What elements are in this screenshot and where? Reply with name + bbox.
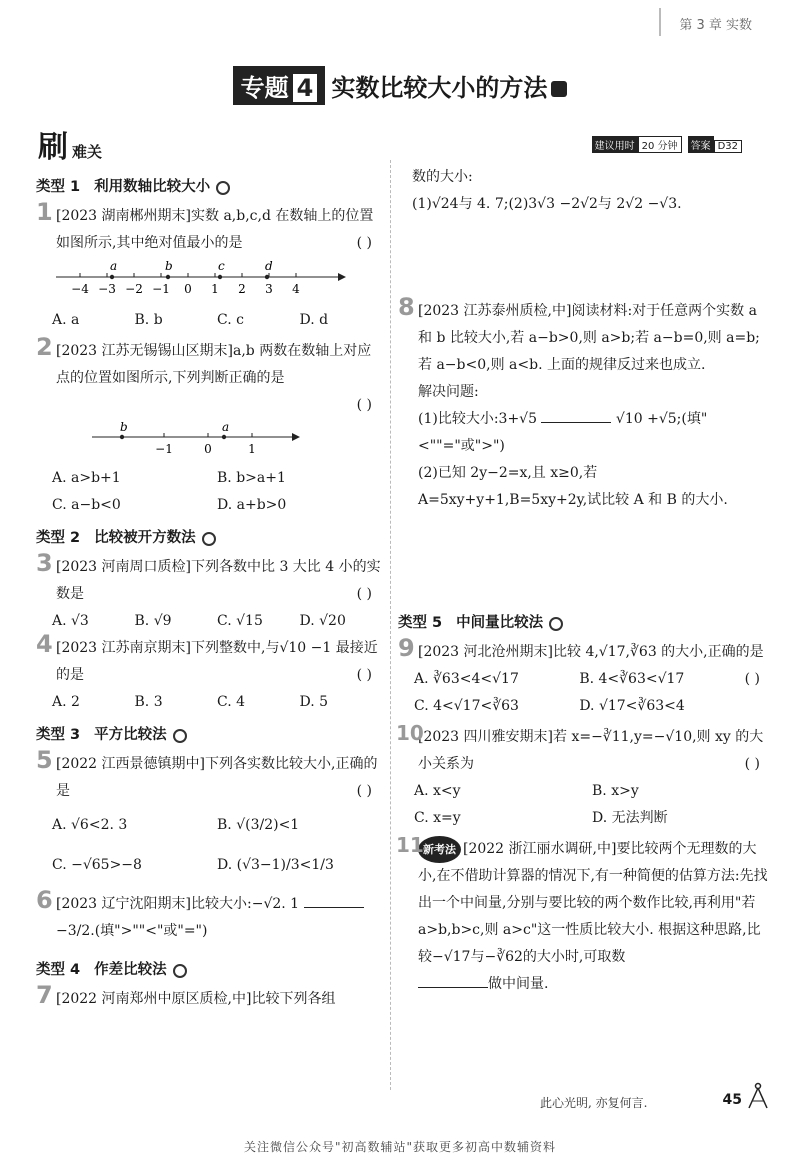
option-d[interactable]: D. a+b>0 [217,497,287,513]
type-label: 类型 2 [36,530,81,546]
question-10 [396,721,770,778]
part-2: (2)已知 2y−2=x,且 x≥0,若 A=5xy+y+1,B=5xy+2y,试比较 A 和 B 的大小. [418,465,728,508]
question-5 [36,746,382,805]
question-stem: [2023 湖南郴州期末]实数 a,b,c,d 在数轴上的位置如图所示,其中绝对值最小的是 [56,208,374,251]
question-number: 8 [398,293,415,321]
question-stem: [2022 河南郑州中原区质检,中]比较下列各组 [56,991,336,1007]
option-b[interactable]: B. x>y [592,783,639,799]
type-label: 类型 3 [36,727,81,743]
wrench-icon [216,181,230,195]
option-c[interactable]: C. 4<√17<∛63 [414,698,519,714]
question-number: 1 [36,198,53,226]
type-name: 比较被开方数法 [94,530,196,546]
question-number: 2 [36,333,53,361]
tick-label: 0 [184,282,192,296]
section-label: 难关 [72,143,103,161]
option-b[interactable]: B. √9 [134,613,172,629]
option-a[interactable]: A. a>b+1 [52,470,121,486]
chapter-label: 第 3 章 实数 [679,18,752,33]
option-b[interactable]: B. b>a+1 [217,470,286,486]
tick-label: 1 [211,282,219,296]
type-heading-5 [398,610,770,637]
tick-label: −2 [125,282,143,296]
options-3 [36,608,382,635]
question-number: 9 [398,634,415,662]
column-divider [390,160,391,1090]
tick-label: 3 [265,282,273,296]
type-heading-3 [36,722,382,749]
option-d[interactable]: D. √20 [299,613,346,629]
answer-paren: ( ) [356,586,372,602]
type-label: 类型 4 [36,962,81,978]
time-info [592,136,748,153]
question-stem-cont: −3/2.(填">""<"或"=") [56,923,208,939]
wrench-icon [549,617,563,631]
answer-paren: ( ) [356,397,372,413]
option-a[interactable]: A. ∛63<4<√17 [414,671,519,687]
question-8 [398,293,770,514]
tick-label: 4 [292,282,300,296]
left-column [36,170,382,1013]
question-number: 3 [36,549,53,577]
wrench-icon [202,532,216,546]
number-line-1 [56,259,346,303]
option-c[interactable]: C. 4 [217,694,246,710]
option-d[interactable]: D. d [299,312,329,328]
option-c[interactable]: C. −√65>−8 [52,857,142,873]
question-7-parts: (1)√24与 4. 7;(2)3√3 −2√2与 2√2 −√3. [412,196,682,212]
question-4 [36,630,382,689]
topic-number: 4 [293,74,318,102]
page-number: 45 [722,1092,742,1108]
part-1-right: √10 +√5;(填"<""="或">") [418,411,708,454]
option-c[interactable]: C. √15 [217,613,263,629]
option-a[interactable]: A. x<y [414,783,461,799]
question-stem: [2023 江苏无锡锡山区期末]a,b 两数在数轴上对应点的位置如图所示,下列判断正确的是 [56,343,372,386]
new-method-badge: 新考法 [418,836,461,863]
question-stem-cont: 做中间量. [488,976,549,992]
option-a[interactable]: A. a [52,312,80,328]
tick-label: −3 [98,282,116,296]
answer-paren: ( ) [356,667,372,683]
option-a[interactable]: A. √6<2. 3 [52,817,128,833]
option-c[interactable]: C. a−b<0 [52,497,121,513]
answer-paren: ( ) [356,783,372,799]
question-7 [36,981,382,1013]
option-a[interactable]: A. 2 [52,694,80,710]
type-heading-1 [36,174,382,201]
compass-icon [746,1082,770,1110]
options-9 [398,666,745,720]
option-d[interactable]: D. (√3−1)/3<1/3 [217,857,334,873]
options-10 [398,778,770,832]
answer-blank[interactable] [304,894,364,908]
page-title [0,66,800,105]
answer-paren: ( ) [356,235,372,251]
question-stem: [2022 江西景德镇期中]下列各实数比较大小,正确的是 [56,756,378,799]
topic-text: 实数比较大小的方法 [331,74,548,102]
time-label: 建议用时 [592,136,638,153]
part-1-left: (1)比较大小:3+√5 [418,411,538,427]
question-number: 10 [396,721,424,745]
option-d[interactable]: D. 无法判断 [592,810,668,826]
question-stem: [2023 河北沧州期末]比较 4,√17,∛63 的大小,正确的是 [418,644,764,660]
type-heading-2 [36,525,382,552]
option-c[interactable]: C. x=y [414,810,461,826]
wrench-icon [173,964,187,978]
option-a[interactable]: A. √3 [52,613,89,629]
point-label-b: b [120,421,128,434]
answer-blank[interactable] [541,409,611,423]
question-stem: [2023 四川雅安期末]若 x=−∛11,y=−√10,则 xy 的大小关系为 [418,729,764,772]
tick-label: −4 [71,282,89,296]
question-1 [36,198,382,257]
option-c[interactable]: C. c [217,312,244,328]
question-6 [36,886,382,945]
question-number: 4 [36,630,53,658]
question-number: 7 [36,981,53,1009]
answer-paren: ( ) [744,671,760,687]
time-value: 20 分钟 [638,136,682,153]
question-stem: [2023 江苏泰州质检,中]阅读材料:对于任意两个实数 a 和 b 比较大小,若 a−b>0,则 a>b;若 a−b=0,则 a=b;若 a−b<0,则 a<b. 上面的规律反过来也成立. [418,303,760,373]
answer-page: D32 [714,140,742,153]
type-name: 平方比较法 [94,727,167,743]
tick-label: 1 [248,442,256,456]
type-name: 作差比较法 [94,962,167,978]
footer-note: 关注微信公众号"初高数辅站"获取更多初高中数辅资料 [243,1140,557,1154]
type-heading-4 [36,957,382,984]
option-b[interactable]: B. 3 [134,694,163,710]
question-stem: [2023 江苏南京期末]下列整数中,与√10 −1 最接近的是 [56,640,378,683]
topic-box [233,66,326,105]
answer-label: 答案 [688,136,714,153]
type-name: 中间量比较法 [456,615,544,631]
tick-label: −1 [152,282,170,296]
option-b[interactable]: B. √(3/2)<1 [217,817,300,833]
question-number: 5 [36,746,53,774]
question-11 [396,833,770,998]
answer-paren: ( ) [744,756,760,772]
point-label-a: a [110,259,118,273]
motto: 此心光明, 亦复何言. [540,1096,648,1110]
tick-label: 0 [204,442,212,456]
answer-blank[interactable] [418,974,488,988]
tick-label: 2 [238,282,246,296]
point-label-a: a [222,421,230,434]
option-b[interactable]: B. b [134,312,163,328]
brush-glyph: 刷 [38,130,68,165]
type-label: 类型 1 [36,179,81,195]
question-stem: [2023 河南周口质检]下列各数中比 3 大比 4 小的实数是 [56,559,381,602]
puzzle-icon [551,81,567,97]
question-3 [36,549,382,608]
option-b[interactable]: B. 4<∛63<√17 [579,671,685,687]
right-column [398,164,770,998]
question-2 [36,333,382,419]
option-d[interactable]: D. √17<∛63<4 [579,698,685,714]
point-label-c: c [218,259,225,273]
question-stem: [2023 辽宁沈阳期末]比较大小:−√2. 1 [56,896,300,912]
option-d[interactable]: D. 5 [299,694,329,710]
header-divider [659,8,661,36]
wrench-icon [173,729,187,743]
question-7-stem-cont: 数的大小: [412,169,473,185]
solve-label: 解决问题: [418,384,479,400]
question-number: 11 [396,833,424,857]
chapter-tag [679,14,752,33]
tick-label: −1 [155,442,173,456]
type-label: 类型 5 [398,615,443,631]
options-5 [36,805,382,885]
number-line-2 [92,421,382,461]
topic-prefix: 专题 [240,74,289,102]
point-label-b: b [165,259,173,273]
options-4 [36,689,382,716]
section-heading [38,122,102,166]
options-1 [36,307,382,334]
question-stem: [2022 浙江丽水调研,中]要比较两个无理数的大小,在不借助计算器的情况下,有一种简便的估算方法:先找出一个中间量,分别与要比较的两个数作比较,再利用"若 a>b,b>c,则 a>c"这一性质比较大小. 根据这种思路,比较−√17与−∛62的大小时,可取数 [418,841,768,965]
options-2 [36,465,382,519]
point-label-d: d [265,259,273,273]
type-name: 利用数轴比较大小 [94,179,211,195]
question-number: 6 [36,886,53,914]
